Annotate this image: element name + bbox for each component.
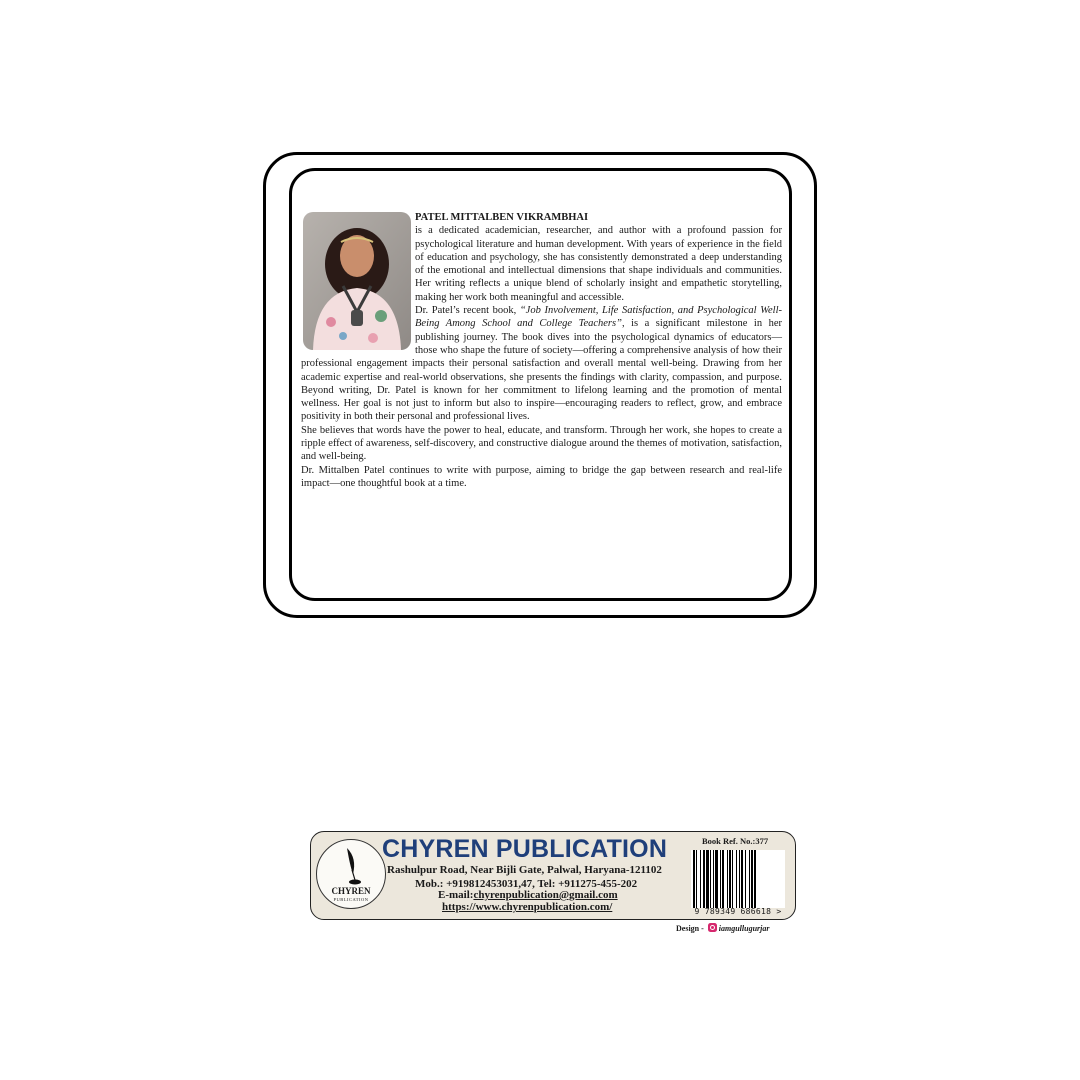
publisher-phones: Mob.: +919812453031,47, Tel: +911275-455-202 [415,878,638,890]
website-link[interactable]: https://www.chyrenpublication.com/ [442,901,613,913]
isbn-number: 9 789349 686618 > [694,907,782,916]
bio-paragraph-3: She believes that words have the power to heal, educate, and transform. Through her work, she hopes to create a ripple effect of awareness, self-discovery, and constructive dialogue around the themes of motivation, satisfaction, and well-being. [301,424,782,463]
instagram-icon [708,923,717,932]
book-ref-number: Book Ref. No.:377 [702,836,769,846]
design-label: Design - [676,924,704,933]
book-suffix: , is a significant milestone in her publishing journey. The book dives into the psychological dynamics of educators—those who shape the future of society—offering a comprehensive analysis of how their professional engagement impacts their personal satisfaction and overall mental well-being. Drawing from her academic expertise and real-world observations, she presents the findings with clarity, compassion, and purpose. Beyond writing, Dr. Patel is known for her commitment to lifelong learning and the promotion of mental wellness. Her goal is not just to inform but also to inspire—encouraging readers to reflect, grow, and embrace positivity in both their personal and professional lives. [301,318,783,423]
logo-text: CHYREN [331,886,371,896]
email-link[interactable]: chyrenpublication@gmail.com [473,889,618,901]
design-credit [676,923,769,933]
bio-paragraph-4: Dr. Mittalben Patel continues to write with purpose, aiming to bridge the gap between research and real-life impact—one thoughtful book at a time. [301,464,782,489]
publisher-address: Rashulpur Road, Near Bijli Gate, Palwal, Haryana-121102 [387,864,662,876]
bio-intro: is a dedicated academician, researcher, and author with a profound passion for psychological literature and human development. With years of experience in the field of education and psychology, she has consistently demonstrated a deep understanding of the emotional and intellectual dimensions that shape individuals and communities. Her writing reflects a unique blend of scholarly insight and empathetic storytelling, making her work both meaningful and accessible. [415,225,782,303]
author-bio [301,211,782,490]
publisher-name: CHYREN PUBLICATION [382,835,668,863]
publisher-email-line [438,889,618,901]
designer-handle[interactable]: iamgullugurjar [718,924,770,933]
quill-pen-icon [317,840,387,886]
publisher-banner [310,831,796,920]
logo-subtext: PUBLICATION [333,897,369,902]
book-title: “Job Involvement, Life Satisfaction, and Psychological Well-Being Among School and College Teachers” [415,305,782,330]
publisher-logo [316,839,386,909]
book-prefix: Dr. Patel’s recent book, [415,305,520,317]
email-label: E-mail: [438,889,474,901]
isbn-barcode [691,850,785,908]
author-name: PATEL MITTALBEN VIKRAMBHAI [415,212,589,223]
